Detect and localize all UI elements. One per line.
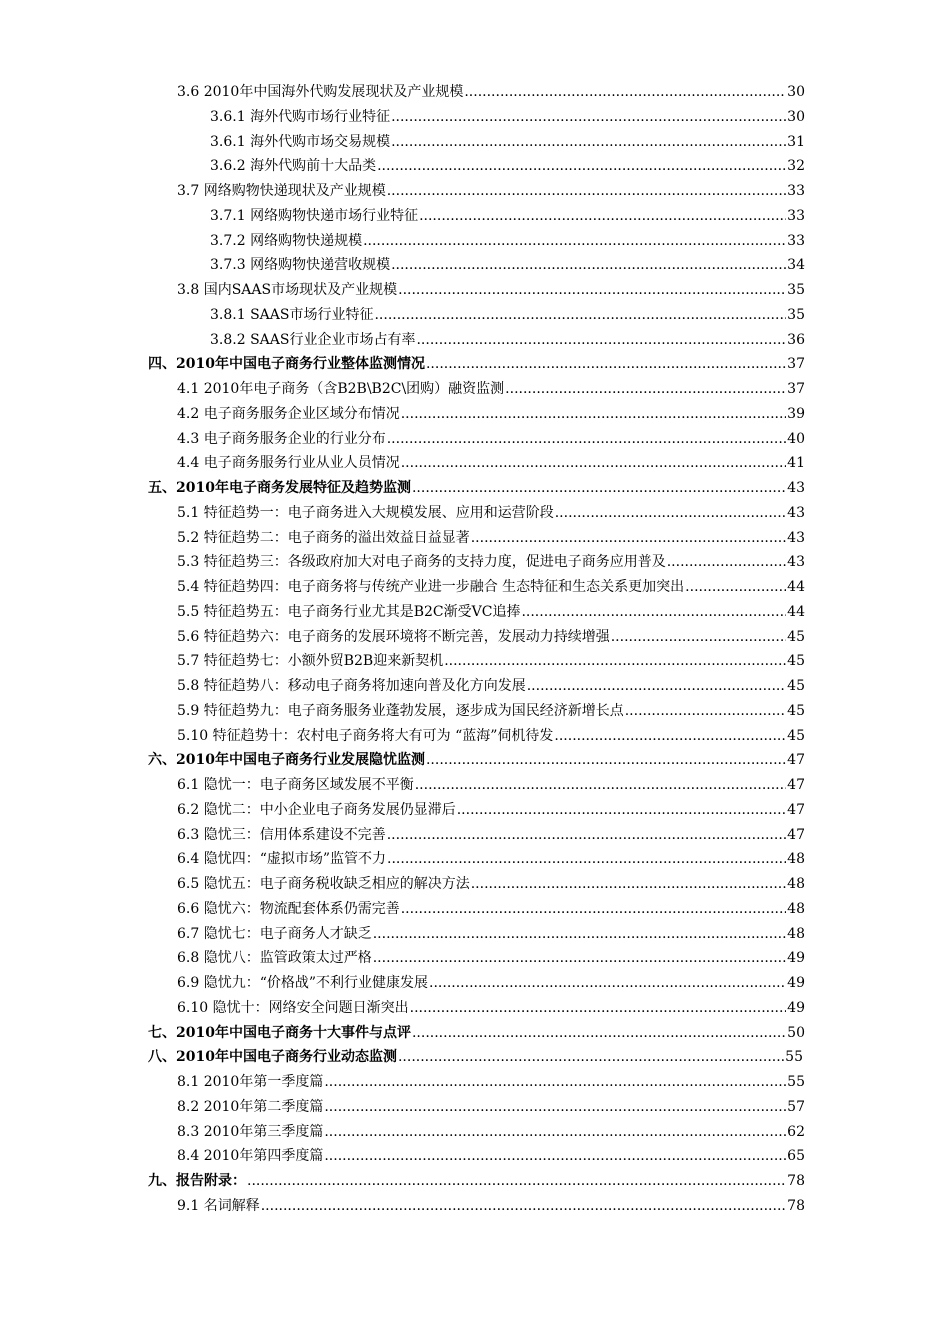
toc-page-number: 35 [787,306,805,323]
toc-entry[interactable] [0,451,950,476]
toc-entry-title: 五、2010年电子商务发展特征及趋势监测 [148,480,411,496]
toc-entry[interactable] [0,303,950,328]
dot-leader [377,154,786,179]
toc-entry-title: 6.2 隐忧二：中小企业电子商务发展仍显滞后 [177,801,456,818]
dot-leader [410,996,787,1021]
toc-page-number: 50 [787,1024,805,1041]
toc-entry-line [177,724,805,749]
toc-entry-line [148,1169,805,1194]
toc-entry-title: 6.4 隐忧四：“虚拟市场”监管不力 [177,851,387,868]
dot-leader [416,328,786,353]
toc-entry-title: 5.5 特征趋势五：电子商务行业尤其是B2C渐受VC追捧 [177,603,521,620]
toc-entry-title: 3.6.1 海外代购市场交易规模 [210,133,391,150]
toc-entry-line [177,798,805,823]
toc-entry-line [177,501,805,526]
dot-leader [667,550,786,575]
toc-entry-line [148,352,805,377]
toc-entry-line [148,748,805,773]
table-of-contents [0,80,950,1219]
toc-entry-line [210,105,805,130]
toc-page-number: 49 [787,999,805,1016]
toc-entry[interactable] [0,130,950,155]
dot-leader [429,971,786,996]
toc-entry-line [177,847,805,872]
toc-page-number: 48 [787,925,805,942]
dot-leader [363,229,786,254]
toc-page-number: 41 [787,455,805,472]
toc-chapter-entry[interactable] [0,476,950,501]
toc-entry-title: 5.10 特征趋势十：农村电子商务将大有可为 “蓝海”伺机待发 [177,727,554,744]
toc-entry-line [177,179,805,204]
toc-page-number: 33 [787,207,805,224]
toc-page-number: 45 [787,727,805,744]
toc-page-number: 48 [787,900,805,917]
toc-entry-line [177,278,805,303]
toc-chapter-entry[interactable] [0,1045,950,1070]
toc-page-number: 30 [787,108,805,125]
toc-entry-title: 3.6 2010年中国海外代购发展现状及产业规模 [177,84,464,100]
toc-entry-title: 9.1 名词解释 [177,1197,260,1214]
dot-leader [521,600,786,625]
toc-entry[interactable] [0,377,950,402]
toc-entry-title: 8.1 2010年第一季度篇 [177,1074,324,1090]
dot-leader [247,1169,786,1194]
toc-entry-line [210,204,805,229]
toc-entry[interactable] [0,80,950,105]
dot-leader [398,1045,784,1070]
toc-entry-line [177,1144,805,1169]
toc-entry-title: 七、2010年中国电子商务十大事件与点评 [148,1024,411,1041]
toc-entry[interactable] [0,971,950,996]
dot-leader [261,1194,786,1219]
toc-entry[interactable] [0,996,950,1021]
toc-entry-line [177,402,805,427]
toc-page-number: 43 [787,529,805,546]
dot-leader [426,352,786,377]
toc-entry-title: 8.4 2010年第四季度篇 [177,1148,324,1165]
toc-entry-line [148,1045,803,1070]
toc-entry[interactable] [0,699,950,724]
toc-entry[interactable] [0,649,950,674]
toc-page-number: 45 [787,702,805,719]
toc-entry-title: 5.2 特征趋势二：电子商务的溢出效益日益显著 [177,529,470,546]
toc-page-number: 47 [787,777,805,793]
dot-leader [401,897,786,922]
toc-entry-title: 4.2 电子商务服务企业区域分布情况 [177,405,400,422]
toc-entry[interactable] [0,501,950,526]
toc-entry-line [177,872,805,897]
toc-entry-line [177,823,805,848]
dot-leader [625,699,786,724]
toc-entry-title: 3.8.1 SAAS市场行业特征 [210,306,374,323]
toc-entry-title: 8.3 2010年第三季度篇 [177,1123,324,1140]
dot-leader [391,105,786,130]
toc-page-number: 32 [787,158,805,175]
toc-entry[interactable] [0,600,950,625]
toc-entry[interactable] [0,674,950,699]
toc-page-number: 40 [787,430,805,447]
toc-page-number: 62 [787,1123,805,1140]
toc-entry-title: 5.4 特征趋势四：电子商务将与传统产业进一步融合 生态特征和生态关系更加突出 [177,579,685,595]
toc-page-number: 48 [787,876,805,892]
toc-entry[interactable] [0,550,950,575]
dot-leader [398,278,786,303]
toc-entry-line [177,1120,805,1145]
toc-entry-line [177,773,805,798]
toc-entry-title: 3.6.2 海外代购前十大品类 [210,158,377,175]
toc-entry-title: 6.7 隐忧七：电子商务人才缺乏 [177,925,372,942]
toc-entry-line [148,476,805,501]
toc-entry-line [210,303,805,328]
toc-page-number: 47 [787,801,805,818]
toc-entry-line [177,996,805,1021]
toc-entry[interactable] [0,823,950,848]
toc-entry-title: 5.3 特征趋势三：各级政府加大对电子商务的支持力度，促进电子商务应用普及 [177,554,666,571]
toc-entry-title: 8.2 2010年第二季度篇 [177,1098,324,1115]
dot-leader [387,179,786,204]
toc-entry[interactable] [0,575,950,600]
toc-entry[interactable] [0,625,950,650]
toc-page-number: 33 [787,183,805,199]
toc-entry-title: 6.9 隐忧九：“价格战”不利行业健康发展 [177,975,429,991]
dot-leader [373,922,786,947]
toc-page-number: 45 [787,653,805,670]
dot-leader [412,476,786,501]
toc-page-number: 78 [787,1197,805,1214]
toc-entry[interactable] [0,798,950,823]
toc-entry-title: 3.7.3 网络购物快递营收规模 [210,257,391,274]
toc-entry-title: 5.1 特征趋势一：电子商务进入大规模发展、应用和运营阶段 [177,504,554,521]
toc-page-number: 37 [787,356,805,373]
toc-entry[interactable] [0,922,950,947]
dot-leader [415,773,786,798]
toc-entry-line [177,80,805,105]
toc-page-number: 55 [785,1049,803,1066]
dot-leader [391,130,786,155]
toc-entry-line [210,253,805,278]
dot-leader [324,1144,786,1169]
dot-leader [324,1070,786,1095]
toc-entry-title: 6.3 隐忧三：信用体系建设不完善 [177,826,386,843]
toc-page-number: 33 [787,232,805,249]
toc-page-number: 43 [787,554,805,571]
toc-entry-line [177,649,805,674]
toc-entry[interactable] [0,427,950,452]
toc-entry-title: 5.6 特征趋势六：电子商务的发展环境将不断完善，发展动力持续增强 [177,628,610,645]
toc-entry-title: 4.4 电子商务服务行业从业人员情况 [177,455,400,472]
toc-page-number: 34 [787,257,805,274]
toc-entry[interactable] [0,253,950,278]
toc-entry-line [210,328,805,353]
dot-leader [444,649,786,674]
toc-entry-line [177,674,805,699]
toc-entry[interactable] [0,229,950,254]
toc-page-number: 48 [787,851,805,868]
dot-leader [412,1021,786,1046]
toc-page-number: 31 [787,133,805,150]
dot-leader [464,80,786,105]
toc-entry-title: 九、报告附录： [148,1173,246,1189]
toc-page-number: 49 [787,950,805,967]
toc-page-number: 78 [787,1173,805,1189]
toc-entry-title: 6.5 隐忧五：电子商务税收缺乏相应的解决方法 [177,876,470,892]
toc-page-number: 45 [787,628,805,645]
toc-entry[interactable] [0,179,950,204]
toc-entry-line [177,550,805,575]
toc-entry[interactable] [0,526,950,551]
toc-chapter-entry[interactable] [0,748,950,773]
toc-entry-title: 5.7 特征趋势七：小额外贸B2B迎来新契机 [177,653,444,670]
dot-leader [387,847,786,872]
toc-entry-title: 3.8 国内SAAS市场现状及产业规模 [177,282,398,298]
toc-entry-line [177,451,805,476]
toc-entry-line [148,1021,805,1046]
dot-leader [324,1095,786,1120]
toc-entry[interactable] [0,847,950,872]
toc-entry[interactable] [0,278,950,303]
dot-leader [401,402,786,427]
toc-entry[interactable] [0,154,950,179]
dot-leader [387,823,786,848]
toc-entry-title: 4.1 2010年电子商务（含B2B\B2C\团购）融资监测 [177,381,505,397]
toc-entry-title: 3.8.2 SAAS行业企业市场占有率 [210,331,416,348]
toc-page-number: 43 [787,504,805,521]
toc-entry-line [177,625,805,650]
dot-leader [426,748,786,773]
toc-page-number: 57 [787,1098,805,1115]
dot-leader [611,625,786,650]
toc-entry-title: 八、2010年中国电子商务行业动态监测 [148,1049,397,1066]
toc-entry-title: 4.3 电子商务服务企业的行业分布 [177,430,386,447]
toc-entry[interactable] [0,897,950,922]
toc-entry[interactable] [0,1194,950,1219]
dot-leader [527,674,786,699]
toc-entry-line [177,699,805,724]
toc-entry-title: 6.8 隐忧八：监管政策太过严格 [177,950,372,967]
toc-entry-line [177,377,805,402]
dot-leader [419,204,786,229]
toc-entry[interactable] [0,1144,950,1169]
toc-entry-line [177,427,805,452]
toc-entry[interactable] [0,773,950,798]
toc-entry[interactable] [0,1120,950,1145]
toc-page-number: 30 [787,84,805,100]
toc-page-number: 35 [787,282,805,298]
toc-entry[interactable] [0,204,950,229]
toc-chapter-entry[interactable] [0,1021,950,1046]
toc-entry-title: 6.6 隐忧六：物流配套体系仍需完善 [177,900,400,917]
toc-chapter-entry[interactable] [0,352,950,377]
toc-entry-line [177,600,805,625]
dot-leader [373,946,786,971]
toc-page-number: 55 [787,1074,805,1090]
toc-page-number: 39 [787,405,805,422]
dot-leader [505,377,786,402]
dot-leader [401,451,786,476]
dot-leader [391,253,786,278]
dot-leader [685,575,786,600]
toc-page-number: 65 [787,1148,805,1165]
toc-entry[interactable] [0,1070,950,1095]
dot-leader [457,798,786,823]
toc-entry-line [177,526,805,551]
toc-page-number: 47 [787,826,805,843]
dot-leader [554,724,786,749]
toc-entry-line [177,1095,805,1120]
toc-entry-title: 6.10 隐忧十：网络安全问题日渐突出 [177,999,409,1016]
toc-page-number: 49 [787,975,805,991]
toc-entry-line [177,971,805,996]
toc-entry-title: 3.7 网络购物快递现状及产业规模 [177,183,386,199]
toc-page-number: 36 [787,331,805,348]
toc-entry-title: 6.1 隐忧一：电子商务区域发展不平衡 [177,777,414,793]
toc-page-number: 37 [787,381,805,397]
toc-entry-line [177,922,805,947]
dot-leader [324,1120,786,1145]
toc-entry-line [210,130,805,155]
toc-entry-line [177,1194,805,1219]
toc-entry-line [210,154,805,179]
dot-leader [471,872,786,897]
dot-leader [374,303,786,328]
toc-entry[interactable] [0,328,950,353]
toc-chapter-entry[interactable] [0,1169,950,1194]
toc-entry-title: 5.9 特征趋势九：电子商务服务业蓬勃发展，逐步成为国民经济新增长点 [177,702,624,719]
toc-page-number: 47 [787,752,805,769]
toc-page-number: 45 [787,678,805,694]
toc-entry-title: 5.8 特征趋势八：移动电子商务将加速向普及化方向发展 [177,678,526,694]
toc-entry-line [210,229,805,254]
toc-entry-title: 3.6.1 海外代购市场行业特征 [210,108,391,125]
toc-entry[interactable] [0,946,950,971]
toc-entry[interactable] [0,402,950,427]
toc-entry[interactable] [0,1095,950,1120]
toc-entry[interactable] [0,724,950,749]
toc-page-number: 44 [787,579,805,595]
toc-entry-line [177,897,805,922]
toc-entry-title: 3.7.2 网络购物快递规模 [210,232,363,249]
dot-leader [471,526,786,551]
toc-entry-line [177,575,805,600]
toc-entry-title: 3.7.1 网络购物快递市场行业特征 [210,207,419,224]
toc-entry-title: 六、2010年中国电子商务行业发展隐忧监测 [148,752,425,769]
toc-entry[interactable] [0,105,950,130]
dot-leader [555,501,786,526]
toc-entry-title: 四、2010年中国电子商务行业整体监测情况 [148,356,425,373]
toc-entry-line [177,1070,805,1095]
toc-page-number: 44 [787,603,805,620]
toc-page-number: 43 [787,480,805,496]
dot-leader [387,427,786,452]
toc-entry[interactable] [0,872,950,897]
toc-entry-line [177,946,805,971]
